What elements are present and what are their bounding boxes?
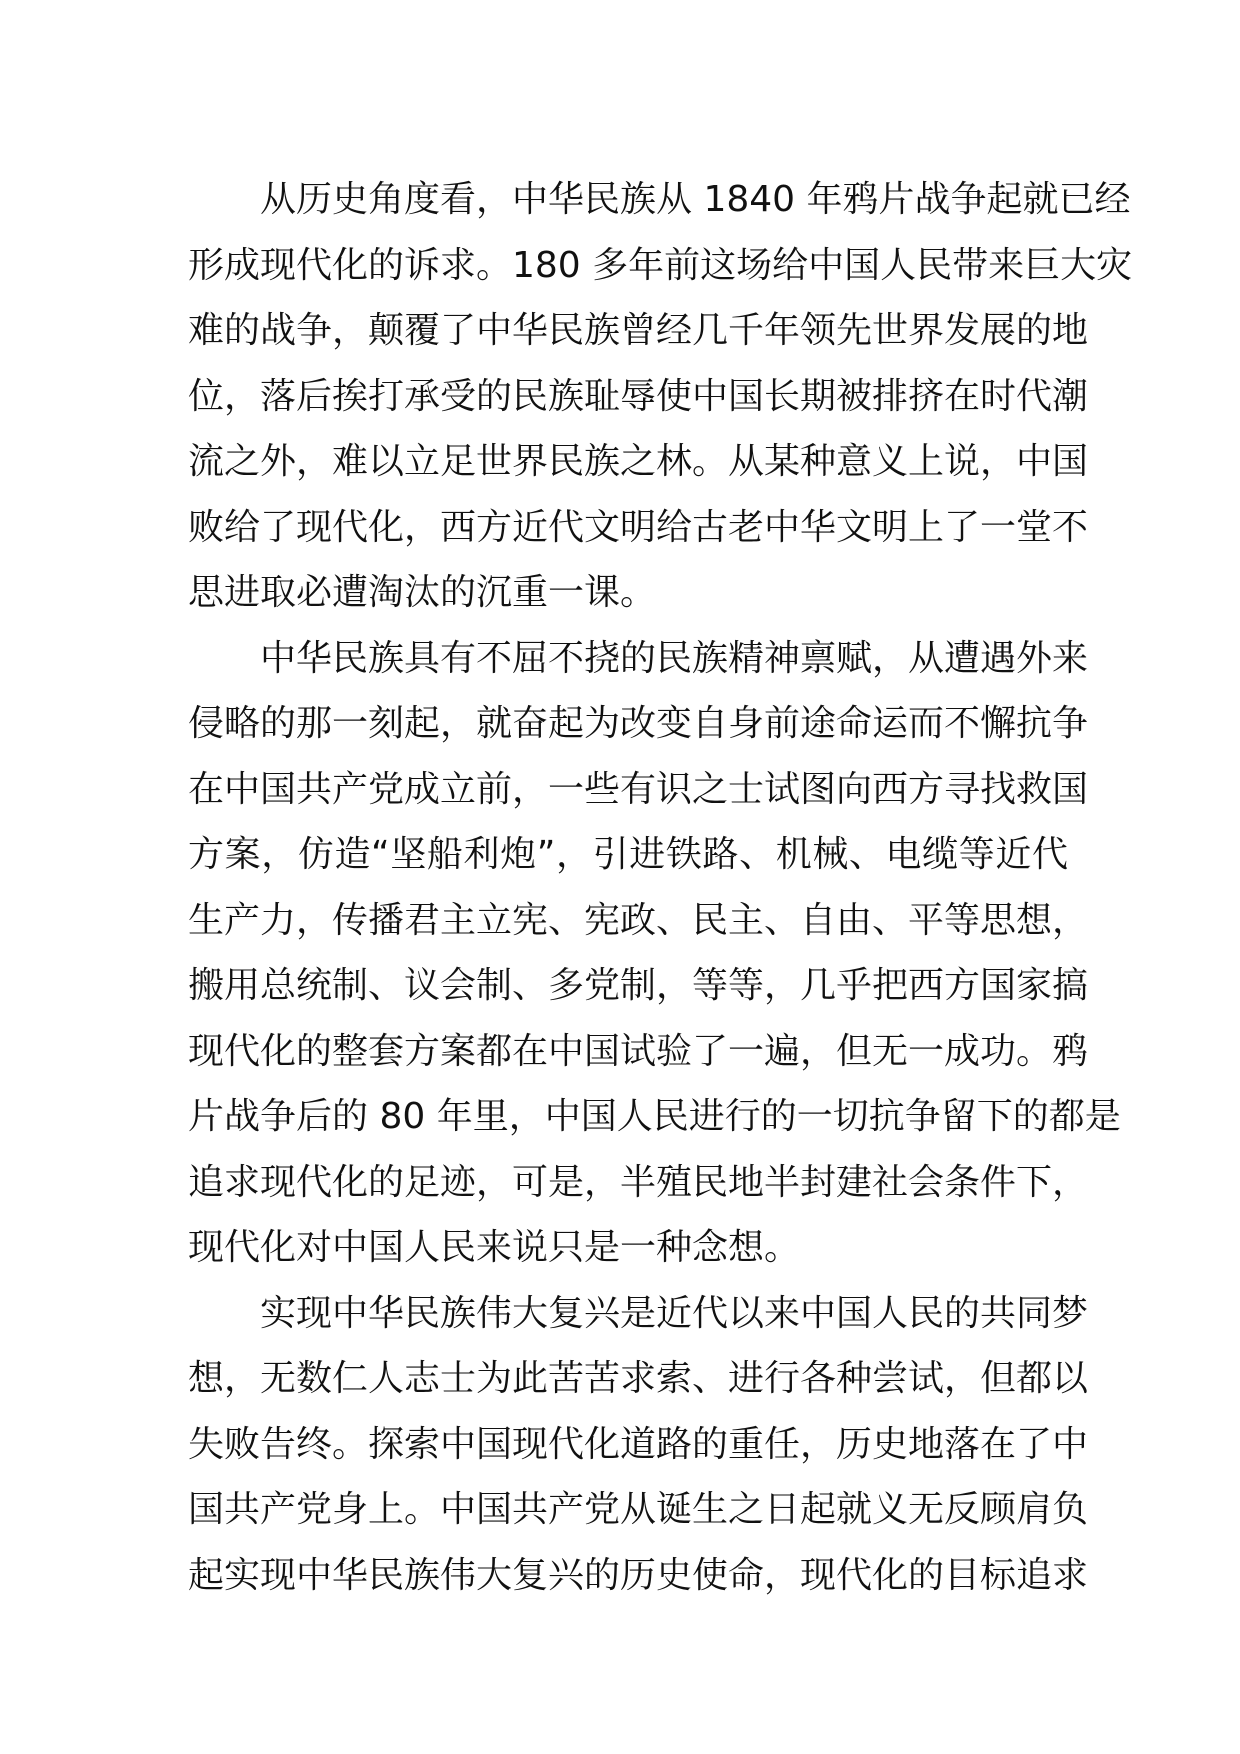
paragraph-line: 片战争后的 80 年里，中国人民进行的一切抗争留下的都是 (188, 1096, 1121, 1137)
paragraph-line: 难的战争，颠覆了中华民族曾经几千年领先世界发展的地 (188, 310, 1089, 351)
document-body (188, 167, 1133, 1608)
paragraph-line: 位，落后挨打承受的民族耻辱使中国长期被排挤在时代潮 (188, 375, 1089, 417)
paragraph-line: 从历史角度看，中华民族从 1840 年鸦片战争起就已经 (260, 179, 1131, 220)
paragraph-line: 流之外，难以立足世界民族之林。从某种意义上说，中国 (188, 441, 1089, 482)
paragraph-line: 形成现代化的诉求。180 多年前这场给中国人民带来巨大灾 (188, 244, 1133, 286)
paragraph-line: 现代化的整套方案都在中国试验了一遍，但无一成功。鸦 (188, 1030, 1089, 1072)
paragraph-line: 生产力，传播君主立宪、宪政、民主、自由、平等思想， (188, 899, 1089, 941)
paragraph-1 (188, 167, 1133, 626)
paragraph-3 (188, 1281, 1089, 1609)
paragraph-line: 中华民族具有不屈不挠的民族精神禀赋，从遭遇外来 (260, 637, 1089, 679)
paragraph-line: 方案，仿造“坚船利炮”，引进铁路、机械、电缆等近代 (188, 834, 1068, 875)
paragraph-line: 失败告终。探索中国现代化道路的重任，历史地落在了中 (188, 1423, 1089, 1465)
paragraph-line: 实现中华民族伟大复兴是近代以来中国人民的共同梦 (260, 1292, 1089, 1334)
paragraph-line: 起实现中华民族伟大复兴的历史使命，现代化的目标追求 (188, 1554, 1089, 1596)
paragraph-line: 侵略的那一刻起，就奋起为改变自身前途命运而不懈抗争 (188, 703, 1089, 744)
paragraph-line: 思进取必遭淘汰的沉重一课。 (188, 572, 657, 613)
paragraph-2 (188, 626, 1121, 1281)
paragraph-line: 搬用总统制、议会制、多党制，等等，几乎把西方国家搞 (188, 965, 1089, 1006)
paragraph-line: 追求现代化的足迹，可是，半殖民地半封建社会条件下， (188, 1161, 1089, 1203)
paragraph-line: 败给了现代化，西方近代文明给古老中华文明上了一堂不 (188, 506, 1089, 548)
paragraph-line: 现代化对中国人民来说只是一种念想。 (188, 1227, 801, 1268)
paragraph-line: 在中国共产党成立前，一些有识之士试图向西方寻找救国 (188, 768, 1089, 810)
paragraph-line: 想，无数仁人志士为此苦苦求索、进行各种尝试，但都以 (188, 1358, 1089, 1399)
paragraph-line: 国共产党身上。中国共产党从诞生之日起就义无反顾肩负 (188, 1489, 1089, 1530)
